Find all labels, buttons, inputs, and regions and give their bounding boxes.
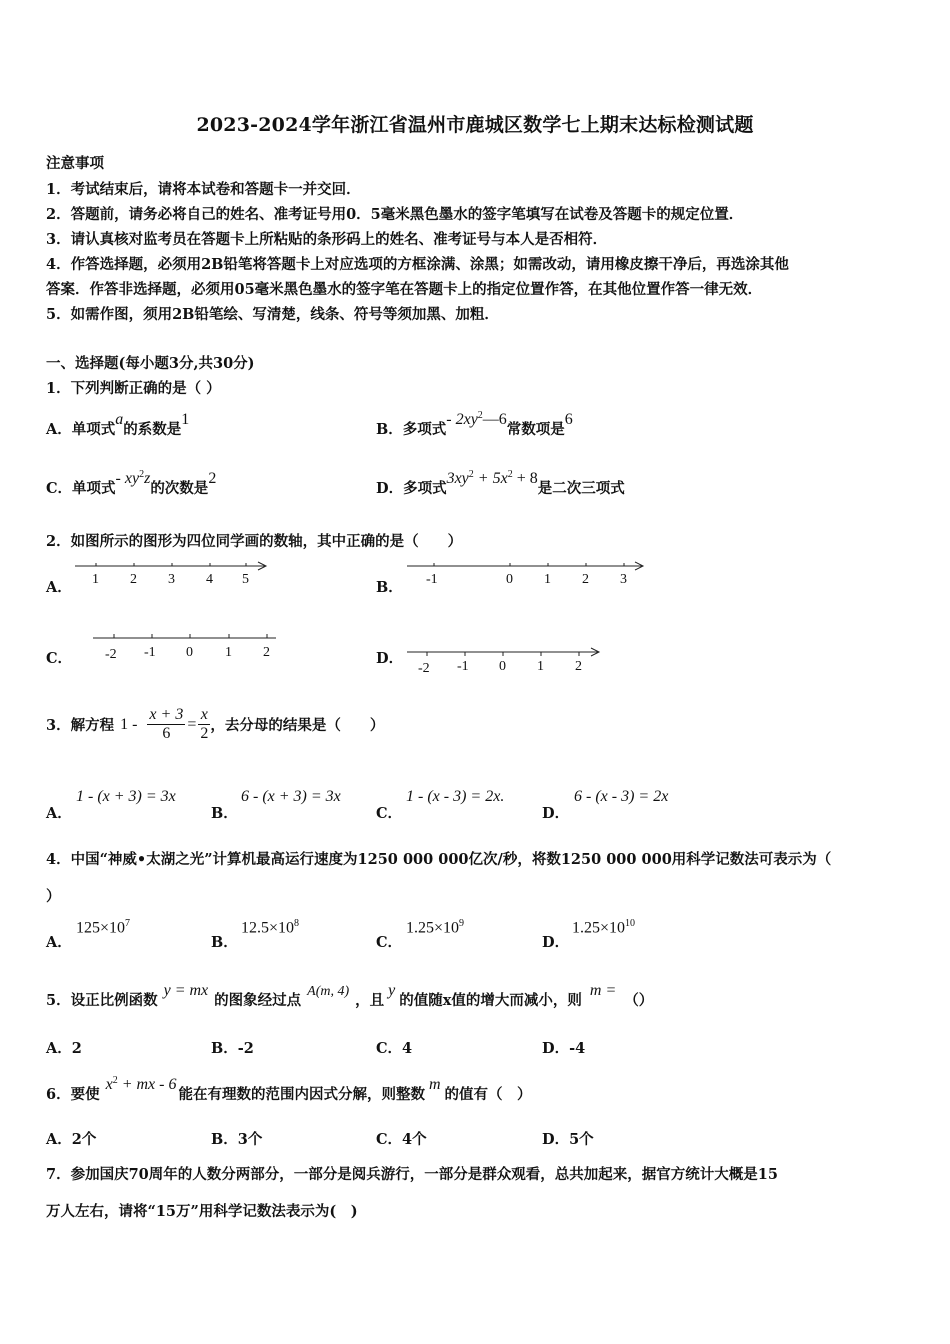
tick-label: -2: [105, 647, 117, 662]
tick-label: 3: [620, 572, 627, 587]
q2-option-c-label[interactable]: C．: [46, 650, 73, 667]
q6-option-d[interactable]: D．5个: [542, 1131, 594, 1148]
note-item: 4．作答选择题，必须用2B铅笔将答题卡上对应选项的方框涂满、涂黑；如需改动，请用橡皮擦干净后，再选涂其他: [46, 256, 789, 273]
q4-option-a-text: $125\times 10^7$: [76, 918, 131, 937]
tick-label: 0: [506, 572, 513, 587]
q2-option-a-label[interactable]: A．: [46, 579, 72, 596]
q1-option-b[interactable]: B．多项式- $2xy^2—6$常数项是6: [376, 410, 573, 438]
q6-option-c[interactable]: C．4个: [376, 1131, 427, 1148]
note-item: 3．请认真核对监考员在答题卡上所粘贴的条形码上的姓名、准考证号与本人是否相符．: [46, 231, 608, 248]
question-6-stem: 6．要使$x^2$ + mx - 6能在有理数的范围内因式分解，则整数m的值有（ ）: [46, 1075, 532, 1103]
q3-option-d[interactable]: D．: [542, 805, 570, 822]
q4-option-c[interactable]: C．: [376, 934, 403, 951]
question-7-stem: 7．参加国庆70周年的人数分两部分，一部分是阅兵游行，一部分是群众观看，总共加起来，据官方统计大概是15: [46, 1166, 778, 1183]
q5-option-c[interactable]: C．4: [376, 1040, 413, 1057]
notes-heading: 注意事项: [46, 155, 104, 172]
question-7-stem-cont: 万人左右，请将“15万”用科学记数法表示为( ): [46, 1203, 358, 1220]
tick-label: 3: [168, 572, 175, 587]
tick-label: 1: [92, 572, 99, 587]
q3-option-c[interactable]: C．: [376, 805, 403, 822]
q2-number-line-b: [402, 556, 652, 590]
question-4-stem-cont: ）: [46, 888, 61, 905]
q3-option-d-text: 6 - (x - 3) = 2x: [574, 788, 669, 805]
q2-number-line-d: [402, 642, 612, 678]
page-title: 2023-2024学年浙江省温州市鹿城区数学七上期末达标检测试题: [196, 114, 754, 136]
section-heading: 一、选择题(每小题3分,共30分): [46, 355, 255, 372]
tick-label: 1: [537, 659, 544, 674]
q2-option-d-label[interactable]: D．: [376, 650, 404, 667]
q4-option-a[interactable]: A．: [46, 934, 72, 951]
note-item: 2．答题前，请务必将自己的姓名、准考证号用0．5毫米黑色墨水的签字笔填写在试卷及答题卡的规定位置．: [46, 206, 744, 223]
q5-option-d[interactable]: D．-4: [542, 1040, 586, 1057]
q3-option-c-text: 1 - (x - 3) = 2x.: [406, 788, 505, 805]
tick-label: 1: [225, 645, 232, 660]
q1-option-d[interactable]: D．多项式$3xy^2 + 5x^2 + 8$是二次三项式: [376, 469, 625, 497]
question-3-stem: 3．解方程 1 - $\frac{x + 3}{6}$ = $\frac{x}{2}$ ，去分母的结果是（ ）: [46, 706, 385, 742]
tick-label: -1: [457, 659, 469, 674]
q5-option-a[interactable]: A．2: [46, 1040, 82, 1057]
tick-label: 4: [206, 572, 213, 587]
tick-label: 0: [499, 659, 506, 674]
tick-label: 2: [582, 572, 589, 587]
q4-option-c-text: $1.25\times 10^9$: [406, 918, 465, 937]
question-1-stem: 1．下列判断正确的是（ ）: [46, 380, 221, 397]
q3-option-b[interactable]: B．: [211, 805, 238, 822]
tick-label: 2: [130, 572, 137, 587]
q6-option-a[interactable]: A．2个: [46, 1131, 97, 1148]
q1-option-c[interactable]: C．单项式- $xy^2z$的次数是2: [46, 469, 217, 497]
q5-option-b[interactable]: B．-2: [211, 1040, 254, 1057]
tick-label: -2: [418, 661, 430, 676]
q2-number-line-a: [70, 556, 275, 590]
note-item: 5．如需作图，须用2B铅笔绘、写清楚，线条、符号等须加黑、加粗．: [46, 306, 499, 323]
tick-label: -1: [426, 572, 438, 587]
tick-label: 1: [544, 572, 551, 587]
tick-label: -1: [144, 645, 156, 660]
q4-option-d-text: $1.25\times 10^{10}$: [572, 918, 636, 937]
q3-option-a[interactable]: A．: [46, 805, 72, 822]
q4-option-b-text: $12.5\times 10^8$: [241, 918, 300, 937]
q3-option-b-text: 6 - (x + 3) = 3x: [241, 788, 341, 805]
question-5-stem: 5．设正比例函数y = mx的图象经过点A(m, 4)，且y的值随x值的增大而减小，则m =（）: [46, 982, 654, 1009]
note-item: 1．考试结束后，请将本试卷和答题卡一并交回．: [46, 181, 361, 198]
q2-option-b-label[interactable]: B．: [376, 579, 403, 596]
q2-number-line-c: [90, 628, 285, 664]
q1-option-a[interactable]: A．单项式a的系数是1: [46, 411, 190, 438]
tick-label: 2: [575, 659, 582, 674]
q4-option-d[interactable]: D．: [542, 934, 570, 951]
q4-option-b[interactable]: B．: [211, 934, 238, 951]
tick-label: 2: [263, 645, 270, 660]
tick-label: 0: [186, 645, 193, 660]
note-item: 答案．作答非选择题，必须用05毫米黑色墨水的签字笔在答题卡上的指定位置作答，在其他位置作答一律无效．: [46, 281, 763, 298]
q6-option-b[interactable]: B．3个: [211, 1131, 263, 1148]
question-2-stem: 2．如图所示的图形为四位同学画的数轴，其中正确的是（ ）: [46, 533, 463, 550]
q3-option-a-text: 1 - (x + 3) = 3x: [76, 788, 176, 805]
question-4-stem: 4．中国“神威•太湖之光”计算机最高运行速度为1250 000 000亿次/秒，将数1250 000 000用科学记数法可表示为（: [46, 851, 832, 868]
tick-label: 5: [242, 572, 249, 587]
